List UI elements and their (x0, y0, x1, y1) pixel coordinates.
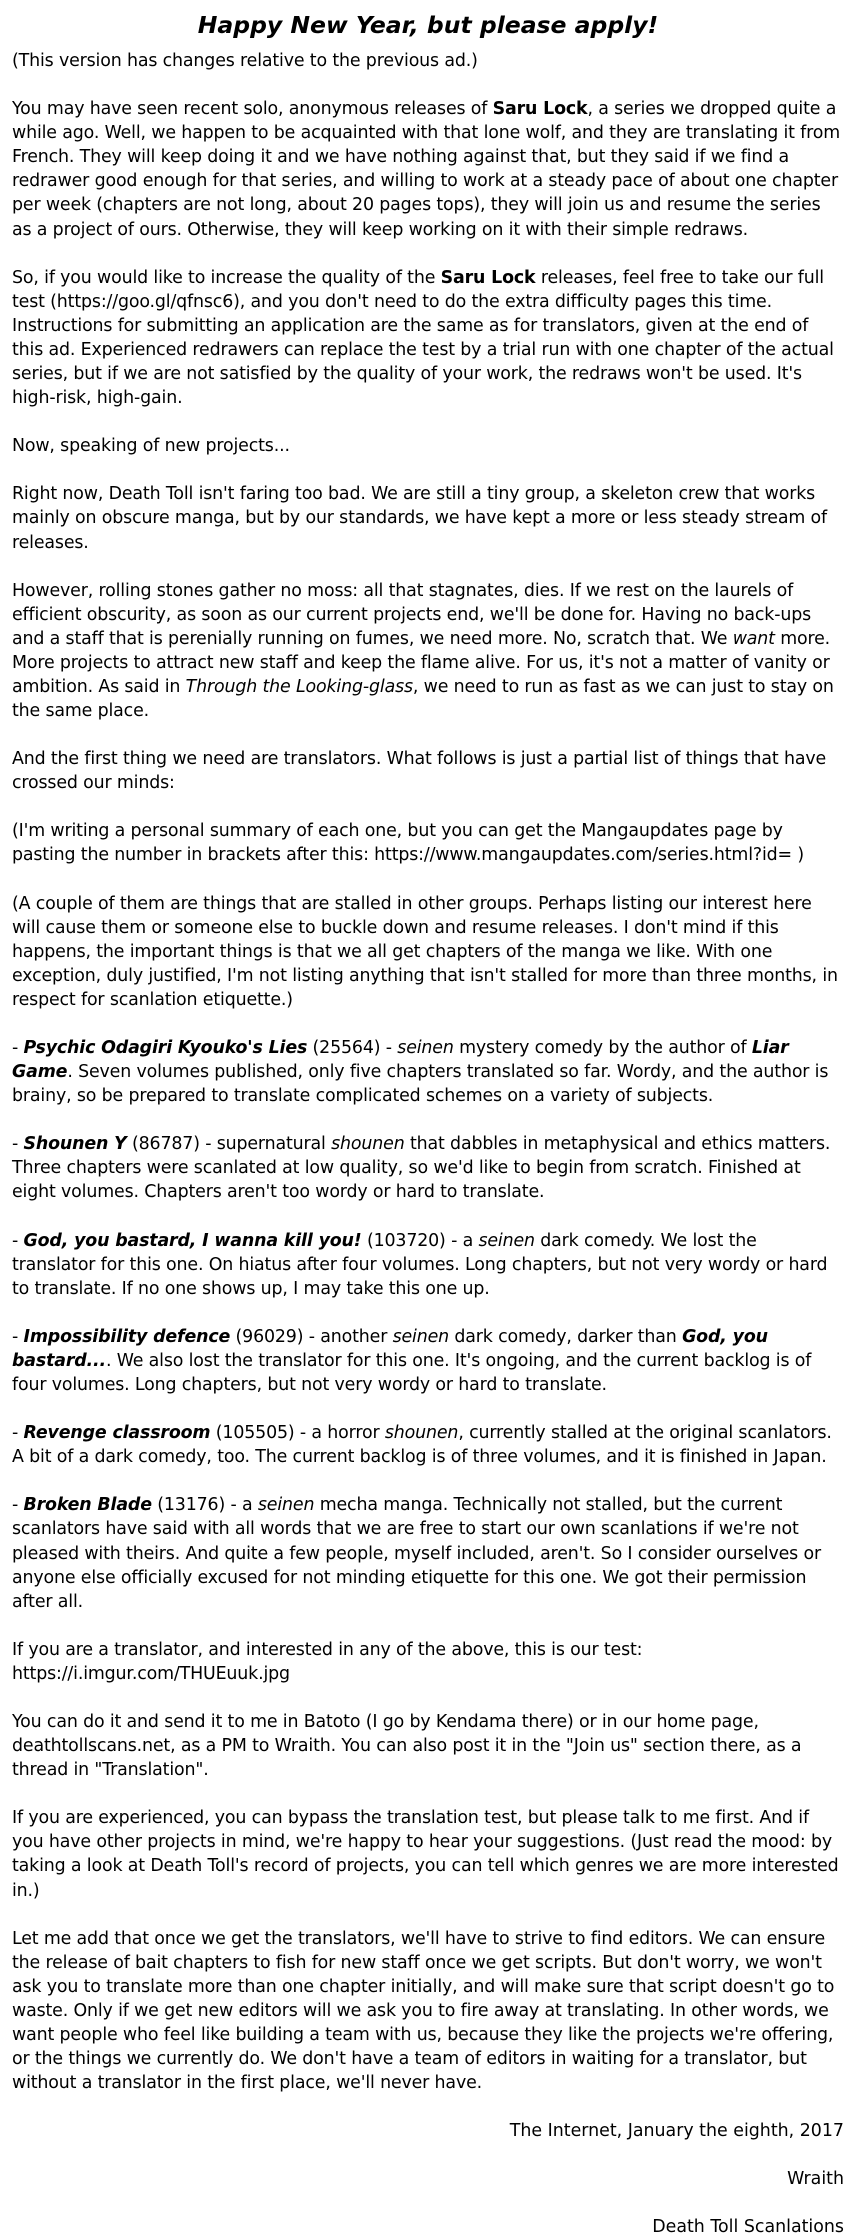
project-id: (103720) - a (361, 1230, 479, 1251)
project-genre: shounen (331, 1134, 405, 1155)
project-item-revenge-classroom (12, 1421, 844, 1469)
project-id: (25564) - (307, 1038, 398, 1058)
translator-test-paragraph: If you are a translator, and interested in any of the above, this is our test: https://i.imgur.com/THUEuuk.jpg (12, 1639, 643, 1684)
text-segment: releases, feel free to take our full test (https://goo.gl/qfnsc6), and you don't need to do the extra difficulty pages this time. Instructions for submitting an application are the same as for translators, given at the end of this ad. Experienced redrawers can replace the test by a trial run with one chapter of the actual series, but if we are not satisfied by the quality of your work, the redraws won't be used. It's high-risk, high-gain. (12, 267, 834, 409)
list-dash: - (12, 1134, 24, 1155)
text-segment: more. More projects to attract new staff and keep the flame alive. For us, it's not a matter of vanity or ambition. As said in (12, 628, 831, 697)
project-title: Psychic Odagiri Kyouko's Lies (23, 1038, 308, 1058)
list-dash: - (12, 1495, 24, 1516)
project-item-impossibility-defence (12, 1325, 844, 1397)
text-segment: , we need to run as fast as we can just to stay on the same place. (12, 676, 834, 722)
referenced-title: God, you bastard... (12, 1326, 768, 1371)
emphasis-want: want (732, 628, 775, 649)
text-segment: You may have seen recent solo, anonymous releases of (12, 99, 493, 120)
status-paragraph: Right now, Death Toll isn't faring too bad. We are still a tiny group, a skeleton crew that works mainly on obscure manga, but by our standards, we have kept a more or less steady stream of releases. (12, 484, 827, 553)
signature-author: Wraith (787, 2169, 844, 2190)
text-segment: , currently stalled at the original scanlators. A bit of a dark comedy, too. The current backlog is of three volumes, and it is finished in Japan. (12, 1423, 832, 1468)
text-segment: . We also lost the translator for this one. It's ongoing, and the current backlog is of four volumes. Long chapters, but not very wordy or hard to translate. (12, 1350, 812, 1396)
project-item-psychic-odagiri (12, 1036, 844, 1108)
motivation-paragraph (12, 579, 844, 724)
version-note: (This version has changes relative to the previous ad.) (12, 51, 478, 71)
list-dash: - (12, 1423, 24, 1444)
new-projects-paragraph: Now, speaking of new projects... (12, 436, 290, 457)
list-dash: - (12, 1038, 24, 1058)
project-title: Shounen Y (23, 1134, 127, 1155)
project-id: (105505) - a horror (210, 1423, 385, 1444)
text-segment: , a series we dropped quite a while ago. Well, we happen to be acquainted with that lone wolf, and they are translating it from French. They will keep doing it and we have nothing against that, but they said if we find a redrawer good enough for that series, and willing to work at a steady pace of about one chapter per week (chapters are not long, about 20 pages tops), they will join us and resume the series as a project of ours. Otherwise, they will keep working on it with their simple redraws. (12, 99, 841, 240)
signature-group: Death Toll Scanlations (652, 2217, 844, 2238)
experienced-translators-paragraph: If you are experienced, you can bypass the translation test, but please talk to me first. And if you have other projects in mind, we're happy to hear your suggestions. (Just read the mood: by taking a look at Death Toll's record of projects, you can tell which genres we are more interested in.) (12, 1808, 839, 1901)
page-title: Happy New Year, but please apply! (197, 11, 659, 39)
project-id: (96029) - another (230, 1326, 393, 1347)
project-title: Broken Blade (23, 1495, 152, 1516)
project-item-broken-blade (12, 1493, 844, 1613)
translators-needed-paragraph: And the first thing we need are translators. What follows is just a partial list of things that have crossed our minds: (12, 749, 827, 794)
project-genre: shounen (384, 1423, 459, 1444)
project-id: (86787) - supernatural (126, 1134, 332, 1155)
text-segment: dark comedy, darker than (449, 1326, 683, 1347)
project-item-god-you-bastard (12, 1229, 844, 1301)
project-id: (13176) - a (151, 1495, 258, 1516)
submission-instructions-paragraph: You can do it and send it to me in Batoto (I go by Kendama there) or in our home page, deathtollscans.net, as a PM to Wraith. You can also post it in the "Join us" section there, as a thread in "Translation". (12, 1711, 802, 1781)
project-title: Revenge classroom (23, 1423, 211, 1444)
text-segment: . Seven volumes published, only five chapters translated so far. Wordy, and the author is brainy, so be prepared to translate complicated schemes on a variety of subjects. (12, 1062, 829, 1107)
book-title: Through the Looking-glass (185, 676, 413, 697)
mangaupdates-note-paragraph: (I'm writing a personal summary of each one, but you can get the Mangaupdates page by pasting the number in brackets after this: https://www.mangaupdates.com/series.html?id= ) (12, 821, 804, 866)
redrawer-test-paragraph (12, 266, 844, 411)
text-segment: mecha manga. Technically not stalled, but the current scanlators have said with all words that we are free to start our own scanlations if we're not pleased with theirs. And quite a few people, myself included, aren't. So I consider ourselves or anyone else officially excused for not minding etiquette for this one. We got their permission after all. (12, 1495, 821, 1612)
project-title: God, you bastard, I wanna kill you! (23, 1230, 362, 1251)
project-genre: seinen (397, 1038, 454, 1058)
series-name-saru-lock: Saru Lock (440, 267, 536, 288)
project-genre: seinen (257, 1495, 315, 1516)
project-item-shounen-y (12, 1132, 844, 1204)
editors-paragraph: Let me add that once we get the translators, we'll have to strive to find editors. We can ensure the release of bait chapters to fish for new staff once we get scripts. But don't worry, we won't ask you to translate more than one chapter initially, and will make sure that script doesn't go to waste. Only if we get new editors will we ask you to fire away at translating. In other words, we want people who feel like building a team with us, because they like the projects we're offering, or the things we currently do. We don't have a team of editors in waiting for a translator, but without a translator in the first place, we'll never have. (12, 1928, 835, 2094)
saru-lock-intro-paragraph (12, 97, 844, 242)
project-title: Impossibility defence (23, 1326, 231, 1347)
signature-date: The Internet, January the eighth, 2017 (509, 2121, 844, 2142)
text-segment: mystery comedy by the author of (453, 1038, 752, 1058)
text-segment: dark comedy. We lost the translator for this one. On hiatus after four volumes. Long chapters, but not very wordy or hard to translate. If no one shows up, I may take this one up. (12, 1230, 828, 1299)
text-segment: that dabbles in metaphysical and ethics matters. Three chapters were scanlated at low quality, so we'd like to begin from scratch. Finished at eight volumes. Chapters aren't too wordy or hard to translate. (12, 1134, 831, 1203)
text-segment: However, rolling stones gather no moss: all that stagnates, dies. If we rest on the laurels of efficient obscurity, as soon as our current projects end, we'll be done for. Having no back-ups and a staff that is perenially running on fumes, we need more. No, scratch that. We (12, 580, 812, 649)
series-name-saru-lock: Saru Lock (492, 99, 588, 120)
project-genre: seinen (392, 1326, 450, 1347)
list-dash: - (12, 1230, 24, 1251)
text-segment: So, if you would like to increase the quality of the (12, 267, 441, 288)
list-dash: - (12, 1326, 24, 1347)
referenced-title: Liar Game (12, 1038, 789, 1083)
project-genre: seinen (478, 1230, 535, 1251)
etiquette-note-paragraph: (A couple of them are things that are stalled in other groups. Perhaps listing our interest here will cause them or someone else to buckle down and resume releases. I don't mind if this happens, the important things is that we all get chapters of the manga we like. With one exception, duly justified, I'm not listing anything that isn't stalled for more than three months, in respect for scanlation etiquette.) (12, 893, 838, 1010)
